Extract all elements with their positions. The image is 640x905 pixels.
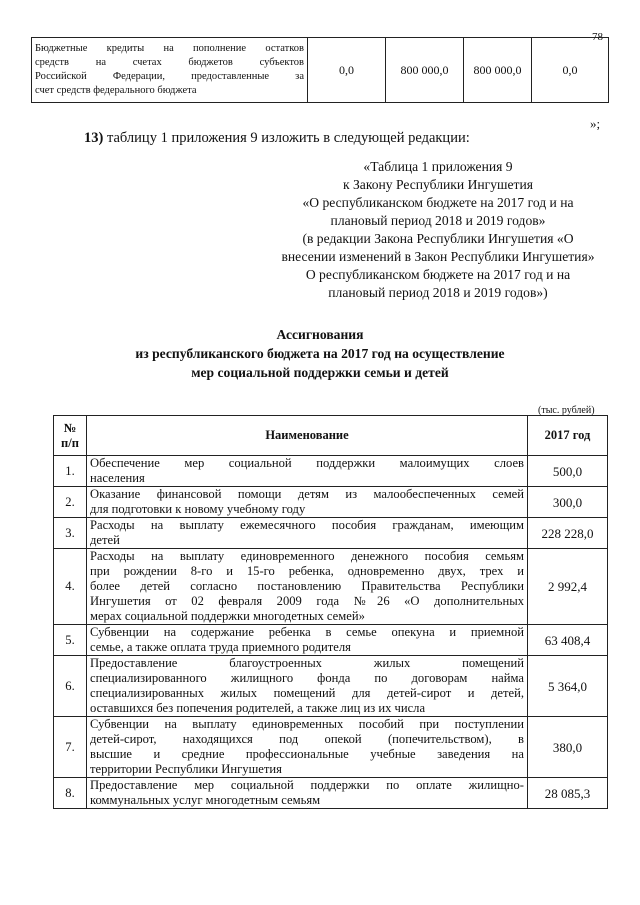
table-row [54,549,608,625]
header-line: «Таблица 1 приложения 9 [363,159,513,174]
top-continuation-table [31,37,609,103]
column-header-number: № п/п [54,416,87,456]
header-line: плановый период 2018 и 2019 годов») [328,285,548,300]
row-value: 63 408,4 [528,625,608,656]
title-line: из республиканского бюджета на 2017 год на осуществление [135,346,505,361]
row-name-line: специализированных жилых помещений для детей-сирот и детей, [90,686,524,700]
row-name-line: более детей согласно постановлению Правительства Республики [90,579,524,593]
page-number: 78 [592,31,603,43]
row-value: 500,0 [528,456,608,487]
row-value: 380,0 [528,717,608,778]
row-name-line: Субвенции на содержание ребенка в семье опекуна и приемной [90,625,524,639]
row-name [87,625,528,656]
table-row [54,487,608,518]
row-number: 7. [54,717,87,778]
title-line: мер социальной поддержки семьи и детей [191,365,449,380]
row-name-line: коммунальных услуг многодетным семьям [90,793,321,807]
column-header-year: 2017 год [528,416,608,456]
row-name-line: Субвенции на выплату единовременных пособий при поступлении [90,717,524,731]
row-value: 28 085,3 [528,778,608,809]
column-header-name: Наименование [87,416,528,456]
row-name [87,549,528,625]
description-line: Российской Федерации, предоставленные за [35,71,304,82]
row-name-line: при рождении 8-го и 15-го ребенка, одновременно двух, трех и [90,564,524,578]
row-name [87,518,528,549]
row-name-line: Обеспечение мер социальной поддержки малоимущих слоев [90,456,524,470]
table-header-reference [258,158,618,302]
row-number: 2. [54,487,87,518]
row-name-line: оставшихся без попечения родителей, а также лиц из их числа [90,701,426,715]
top-table-value: 0,0 [308,38,386,103]
top-table-value: 0,0 [532,38,609,103]
allocations-table [53,415,608,809]
row-name-line: мерах социальной поддержки многодетных семей» [90,609,365,623]
top-table-value: 800 000,0 [464,38,532,103]
row-value: 300,0 [528,487,608,518]
row-value: 5 364,0 [528,656,608,717]
top-table-description [32,38,308,103]
row-name-line: Предоставление мер социальной поддержки по оплате жилищно- [90,778,524,792]
row-number: 6. [54,656,87,717]
header-line: к Закону Республики Ингушетия [342,177,534,192]
title-line: Ассигнования [276,327,364,342]
description-line: Бюджетные кредиты на пополнение остатков [35,43,304,54]
row-number: 1. [54,456,87,487]
row-number: 5. [54,625,87,656]
row-name-line: территории Республики Ингушетия [90,762,282,776]
instruction-number: 13) [84,130,104,146]
amendment-instruction [84,130,470,147]
row-value: 228 228,0 [528,518,608,549]
header-line: плановый период 2018 и 2019 годов» [330,213,546,228]
table-row [54,518,608,549]
row-number: 3. [54,518,87,549]
row-name-line: Предоставление благоустроенных жилых помещений [90,656,524,670]
description-line: средств на счетах бюджетов субъектов [35,57,304,68]
table-row [54,778,608,809]
table-row [54,625,608,656]
table-row [32,38,609,103]
row-name-line: Оказание финансовой помощи детям из малообеспеченных семей [90,487,524,501]
row-name-line: детей [90,533,120,547]
row-name-line: Расходы на выплату единовременного денежного пособия семьям [90,549,524,563]
header-line: О республиканском бюджете на 2017 год и на [305,267,571,282]
row-name [87,656,528,717]
row-number: 8. [54,778,87,809]
row-name-line: для подготовки к новому учебному году [90,502,306,516]
row-name [87,717,528,778]
closing-quote-mark: »; [590,116,601,131]
row-name-line: Ингушетия от 02 февраля 2009 года №26 «О дополнительных [90,594,524,608]
row-name-line: специализированного жилищного фонда по договорам найма [90,671,524,685]
row-name [87,778,528,809]
header-line: (в редакции Закона Республики Ингушетия «О [302,231,574,246]
top-table-value: 800 000,0 [386,38,464,103]
row-value: 2 992,4 [528,549,608,625]
row-name-line: высшие и средние профессиональные учебные заведения на [90,747,524,761]
row-name [87,456,528,487]
instruction-text: таблицу 1 приложения 9 изложить в следующей редакции: [103,130,470,146]
header-line: «О республиканском бюджете на 2017 год и на [302,195,574,210]
row-name-line: Расходы на выплату ежемесячного пособия гражданам, имеющим [90,518,524,532]
table-row [54,717,608,778]
row-number: 4. [54,549,87,625]
table-row [54,656,608,717]
row-name [87,487,528,518]
row-name-line: детей-сирот, находящихся под опекой (попечительством), в [90,732,524,746]
units-label: (тыс. рублей) [538,405,595,416]
table-row [54,456,608,487]
row-name-line: семье, а также оплата труда приемного родителя [90,640,351,654]
table-header-row [54,416,608,456]
header-line: внесении изменений в Закон Республики Ингушетия» [281,249,595,264]
row-name-line: населения [90,471,145,485]
document-title [20,325,620,382]
description-line: счет средств федерального бюджета [35,85,197,96]
